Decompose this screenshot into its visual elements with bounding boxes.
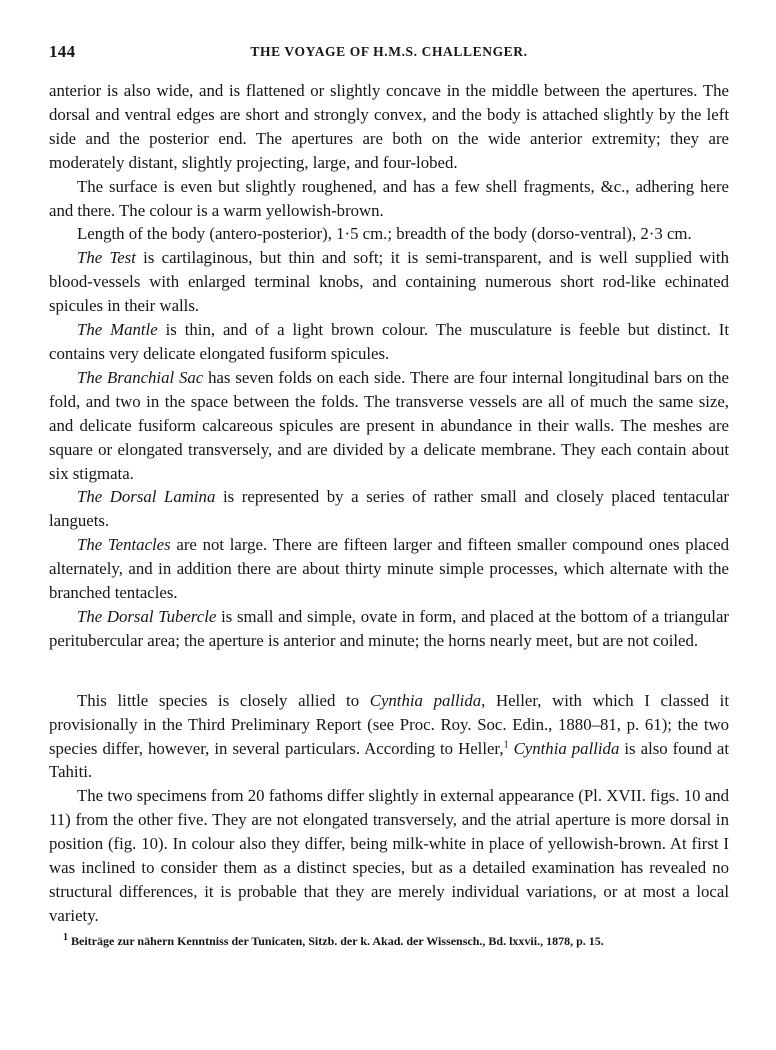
running-title: THE VOYAGE OF H.M.S. CHALLENGER. <box>250 44 528 59</box>
paragraph-measurements: Length of the body (antero-posterior), 1·5 cm.; breadth of the body (dorso-ventral), 2·3 cm. <box>77 224 692 244</box>
paragraph-dorsal-lamina <box>49 485 729 533</box>
text-test: is cartilaginous, but thin and soft; it is semi-transparent, and is well supplied with blood-vessels with enlarged terminal knobs, and containing numerous short rod-like echinated spicules in their walls. <box>49 248 729 316</box>
paragraph-mantle <box>49 318 729 366</box>
term-dorsal-lamina: The Dorsal Lamina <box>77 487 216 507</box>
species-name: Cynthia pallida <box>513 738 620 758</box>
body-text <box>49 79 729 928</box>
text-mantle: is thin, and of a light brown colour. The musculature is feeble but distinct. It contains very delicate elongated fusiform spicules. <box>49 320 729 363</box>
paragraph-continuation: anterior is also wide, and is flattened or slightly concave in the middle between the apertures. The dorsal and ventral edges are short and strongly convex, and the body is attached slightly by the left side and the posterior end. The apertures are both on the wide anterior extremity; they are moderately distant, slightly projecting, large, and four-lobed. <box>49 81 729 172</box>
paragraph-specimens: The two specimens from 20 fathoms differ slightly in external appearance (Pl. XVII. figs. 10 and 11) from the other five. They are not elongated transversely, and the atrial aperture is more dorsal in position (fig. 10). In colour also they differ, being milk-white in place of yellowish-brown. At first I was inclined to consider them as a distinct species, but as a detailed examination has revealed no structural differences, it is probable that they are merely individual variations, or at most a local variety. <box>49 786 729 925</box>
species-name: Cynthia pallida <box>369 690 482 710</box>
term-tentacles: The Tentacles <box>77 535 171 555</box>
footnote-text: Beiträge zur nähern Kenntniss der Tunicaten, Sitzb. der k. Akad. der Wissensch., Bd. lxxvii., 1878, p. 15. <box>68 933 604 948</box>
paragraph-surface: The surface is even but slightly roughened, and has a few shell fragments, &c., adhering here and there. The colour is a warm yellowish-brown. <box>49 176 729 220</box>
paragraph-dorsal-tubercle <box>49 605 729 653</box>
document-page <box>49 38 729 949</box>
text-tentacles: are not large. There are fifteen larger and fifteen smaller compound ones placed alternately, and in addition there are about thirty minute simple processes, which alternate with the branched tentacles. <box>49 535 730 603</box>
footnote-marker: 1 <box>63 931 68 943</box>
paragraph-test <box>49 246 729 318</box>
term-test: The Test <box>77 248 136 268</box>
text-branchial-sac: has seven folds on each side. There are four internal longitudinal bars on the fold, and two in the space between the folds. The transverse vessels are all of much the same size, and delicate fusiform calcareous spicules are present in abundance in their walls. The meshes are square or elongated transversely, and are divided by a delicate membrane. They each contain about six stigmata. <box>49 367 729 483</box>
paragraph-tentacles <box>49 533 729 605</box>
term-dorsal-tubercle: The Dorsal Tubercle <box>77 606 217 626</box>
page-number: 144 <box>49 42 76 61</box>
remarks-text-d: is also found at Tahiti. <box>49 738 729 782</box>
term-branchial-sac: The Branchial Sac <box>77 367 204 387</box>
paragraph-remarks <box>49 689 729 785</box>
footnote <box>49 933 729 949</box>
term-mantle: The Mantle <box>77 320 158 340</box>
footnote-reference[interactable]: 1 <box>503 738 509 750</box>
text-dorsal-tubercle: is small and simple, ovate in form, and placed at the bottom of a triangular peritubercular area; the aperture is anterior and minute; the horns nearly meet, but are not coiled. <box>49 606 729 650</box>
remarks-text-b: , Heller, with which I classed it provisionally in the Third Preliminary Report (see Proc. Roy. Soc. Edin., 1880–81, p. 61); the two species differ, however, in several particulars. According to Heller, <box>49 690 729 758</box>
paragraph-branchial-sac <box>49 366 729 486</box>
section-gap <box>49 653 729 689</box>
remarks-text-a: This little species is closely allied to <box>77 690 370 710</box>
page-header <box>49 38 729 64</box>
text-dorsal-lamina: is represented by a series of rather small and closely placed tentacular languets. <box>49 487 729 531</box>
